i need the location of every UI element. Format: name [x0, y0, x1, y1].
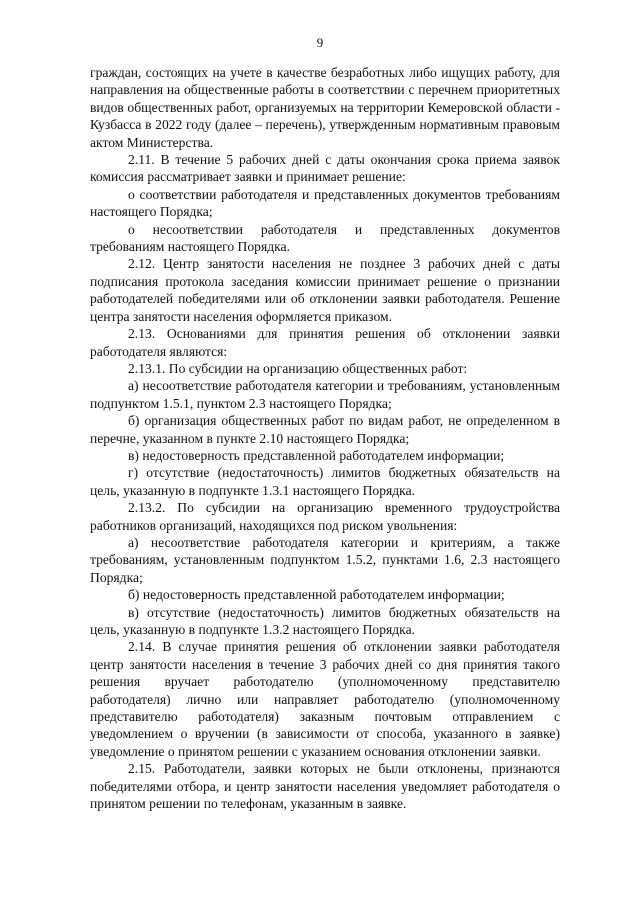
paragraph-2-13-2-a: а) несоответствие работодателя категории и критериям, а также требованиям, установленным подпунктом 1.5.2, пунктами 1.6, 2.3 настоящего Порядка; [90, 534, 560, 585]
paragraph-2-13-1-g: г) отсутствие (недостаточность) лимитов бюджетных обязательств на цель, указанную в подпункте 1.3.1 настоящего Порядка. [90, 465, 560, 498]
document-body [90, 64, 560, 812]
paragraph-2-12: 2.12. Центр занятости населения не позднее 3 рабочих дней с даты подписания протокола заседания комиссии принимает решение о признании работодателей победителями или об отклонении заявки работодателя. Решение центра занятости населения оформляется приказом. [90, 256, 560, 324]
paragraph-2-13-2: 2.13.2. По субсидии на организацию временного трудоустройства работников организаций, находящихся под риском увольнения: [90, 500, 560, 533]
page-number: 9 [316, 35, 324, 50]
paragraph-2-13-1: 2.13.1. По субсидии на организацию общественных работ: [128, 360, 468, 376]
paragraph-2-13: 2.13. Основаниями для принятия решения об отклонении заявки работодателя являются: [90, 326, 560, 359]
paragraph-2-13-1-b: б) организация общественных работ по видам работ, не определенном в перечне, указанном в пункте 2.10 настоящего Порядка; [90, 413, 560, 446]
paragraph-2-11-option-2: о несоответствии работодателя и представленных документов требованиям настоящего Порядка. [90, 221, 560, 255]
paragraph-2-13-2-v: в) отсутствие (недостаточность) лимитов бюджетных обязательств на цель, указанную в подпункте 1.3.2 настоящего Порядка. [90, 604, 560, 637]
paragraph-2-11: 2.11. В течение 5 рабочих дней с даты окончания срока приема заявок комиссия рассматривает заявки и принимает решение: [90, 152, 560, 185]
paragraph-2-13-1-a: а) несоответствие работодателя категории и требованиям, установленным подпунктом 1.5.1, пунктом 2.3 настоящего Порядка; [90, 378, 560, 411]
paragraph-2-11-option-1: о соответствии работодателя и представленных документов требованиям настоящего Порядка; [90, 186, 560, 220]
paragraph-continuation: граждан, состоящих на учете в качестве безработных либо ищущих работу, для направления на общественные работы в соответствии с перечнем приоритетных видов общественных работ, организуемых на территории Кемеровской области - Кузбасса в 2022 году (далее – перечень), утвержденным нормативным правовым актом Министерства. [90, 65, 560, 150]
paragraph-2-15: 2.15. Работодатели, заявки которых не были отклонены, признаются победителями отбора, и центр занятости населения уведомляет работодателя о принятом решении по телефонам, указанным в заявке. [90, 761, 560, 812]
paragraph-2-13-2-b: б) недостоверность представленной работодателем информации; [128, 587, 505, 603]
paragraph-2-14: 2.14. В случае принятия решения об отклонении заявки работодателя центр занятости населения в течение 3 рабочих дней со дня принятия такого решения вручает работодателю (уполномоченному представителю работодателя) лично или направляет работодателю (уполномоченному представителю работодателя) заказным почтовым отправлением с уведомлением о вручении (в зависимости от способа, указанного в заявке) уведомление о принятом решении с указанием основания отклонении заявки. [90, 639, 560, 759]
paragraph-2-13-1-v: в) недостоверность представленной работодателем информации; [128, 447, 505, 463]
